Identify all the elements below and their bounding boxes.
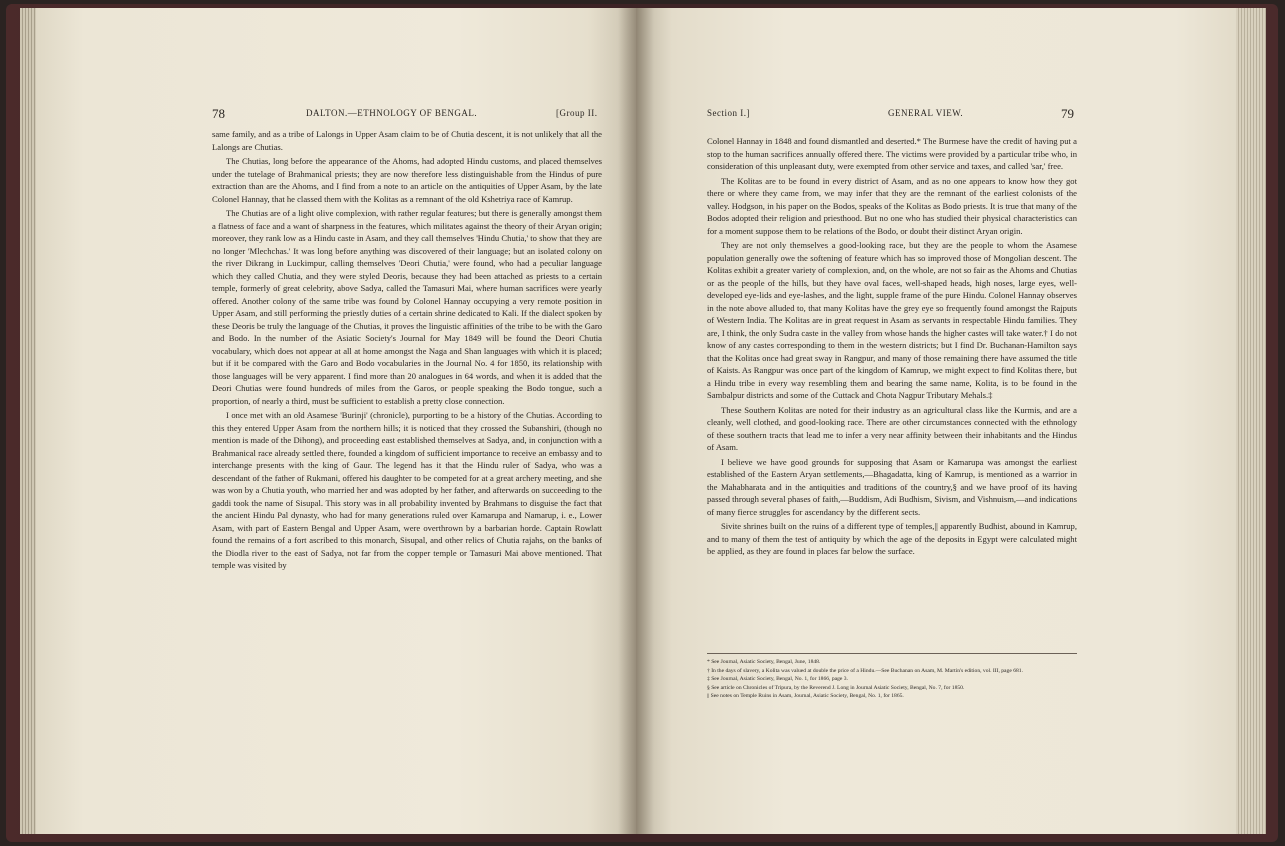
right-body-text <box>707 135 1077 649</box>
left-page <box>36 8 636 834</box>
footnote-rule <box>707 653 1077 654</box>
paragraph: The Chutias, long before the appearance of the Ahoms, had adopted Hindu customs, and placed themselves under the tutelage of Brahmanical priests; they are now therefore less distinguishable from the Hindus of pure extraction than are the Ahoms, and I find from a note to an article on the antiquities of Upper Asam, by the late Colonel Hannay, that he classed them with the Kolitas as a remnant of the old Kshetriya race of Kamrup. <box>212 156 602 204</box>
right-running-title: GENERAL VIEW. <box>888 108 964 118</box>
left-page-number: 78 <box>212 106 225 121</box>
paragraph: same family, and as a tribe of Lalongs in Upper Asam claim to be of Chutia descent, it is not unlikely that all the Lalongs are Chutias. <box>212 129 602 152</box>
footnote: ‡ See Journal, Asiatic Society, Bengal, No. 1, for 1866, page 3. <box>707 676 849 682</box>
paragraph: Sivite shrines built on the ruins of a different type of temples,|| apparently Budhist, abound in Kamrup, and to many of them the test of antiquity by which the age of the deposits in Egypt were calculated might be applied, as they are found in places far below the surface. <box>707 521 1077 556</box>
footnote: || See notes on Temple Ruins in Asam, Journal, Asiatic Society, Bengal, No. 1, for 1865. <box>707 693 904 699</box>
page-edges-left <box>20 8 36 834</box>
footnotes <box>707 658 1077 701</box>
paragraph: These Southern Kolitas are noted for their industry as an agricultural class like the Kurmis, and are a cleanly, well clothed, and good-looking race. There are other circumstances connected with the ethnology of these southern tracts that lead me to infer a very near affinity between their inhabitants and the Hindus of Asam. <box>707 404 1077 452</box>
paragraph: Colonel Hannay in 1848 and found dismantled and deserted.* The Burmese have the credit of having put a stop to the human sacrifices annually offered there. The victims were provided by a particular tribe who, in consideration of this unpleasant duty, were exempted from other service and taxes, and called 'sar,' free. <box>707 136 1077 171</box>
left-group-label: [Group II. <box>556 108 598 118</box>
right-page <box>636 8 1236 834</box>
paragraph: They are not only themselves a good-looking race, but they are the people to whom the Asamese population generally owe the softening of feature which has so improved those of Mongolian descent. The Kolitas exhibit a greater variety of complexion, and, on the whole, are not so fair as the Ahoms and Chutias or as the people of the hills, but they have oval faces, well-shaped heads, high noses, large eyes, well-developed eye-lids and eye-lashes, and the light, supple frame of the pure Hindu. Colonel Hannay observes in the note above alluded to, that many Kolitas have the grey eye so frequently found amongst the Rajputs of Western India. The Kolitas are in great request in Asam as servants in respectable Hindu families. They are, I think, the only Sudra caste in the valley from whose hands the higher castes will take water.† I do not know of any castes corresponding to them in the western districts; but I find Dr. Buchanan-Hamilton says that the Kolitas once had great sway in Rangpur, and many of those remaining there have assumed the title of Kaists. As Rangpur was once part of the kingdom of Kamrup, we might expect to find Kolitas there, but a Hindu tribe in every way resembling them and bearing the same name, Kolita, is to be found in the Sambalpur districts and some of the Cuttack and Chota Nagpur Tributary Mehals.‡ <box>707 240 1077 400</box>
paragraph: The Chutias are of a light olive complexion, with rather regular features; but there is generally amongst them a flatness of face and a want of sharpness in the features, which militates against the theory of their Aryan origin; moreover, they rank low as a Hindu caste in Asam, and they call themselves 'Hindu Chutia,' to show that they are no longer 'Mlechchas.' It was long before anything was discovered of their language; but an isolated colony on the river Dikrang in Luckimpur, calling themselves 'Deori Chutia,' were found, who had a peculiar language which they called Chutia, and they were styled Deoris, because they had been attached as priests to a certain temple, formerly of great celebrity, above Sadya, called the Tamasuri Mai, where human sacrifices were yearly offered. Another colony of the same tribe was found by Colonel Hannay occupying a very remote position in Upper Asam, and still performing the priestly duties of a certain shrine dedicated to Kali. If the dialect spoken by these Deoris be truly the language of the Chutias, it proves the linguistic affinities of the tribe to be with the Garo and Bodo. In the number of the Asiatic Society's Journal for May 1849 will be found the Deori Chutia vocabulary, which does not appear at all at home amongst the Naga and Shan languages with which it is placed; but if it be compared with the Garo and Bodo vocabularies in the Journal No. 4 for 1850, its relationship with those languages will be very apparent. I find more than 20 analogues in 64 words, and when it is added that the Deori Chutias were found hundreds of miles from the Garos, or people speaking the Bodo tongue, such a proportion, of nearly a third, must be sufficient to establish a pretty close connection. <box>212 208 602 406</box>
footnote: † In the days of slavery, a Kolita was valued at double the price of a Hindu.—See Buchanan on Asam, M. Martin's edition, vol. III, page 681. <box>707 667 1023 674</box>
paragraph: I believe we have good grounds for supposing that Asam or Kamarupa was amongst the earliest established of the Eastern Aryan settlements,—Bhagadatta, king of Kamrup, is mentioned as a warrior in the Mahabharata and in the antiquities and traditions of the country,§ and we have proof of its having passed through several phases of faith,—Buddism, Adi Budhism, Sivism, and Vishnuism,—and indications of many fierce struggles for ascendancy by the different sects. <box>707 456 1077 517</box>
right-page-number: 79 <box>1061 106 1074 121</box>
page-edges-right <box>1236 8 1266 834</box>
left-body-text <box>212 128 602 833</box>
right-section-label: Section I.] <box>707 108 750 118</box>
footnote: § See article on Chronicles of Tripura, by the Reverend J. Long in Journal Asiatic Society, Bengal, No. 7, for 1850. <box>707 684 965 691</box>
book-gutter <box>618 8 654 834</box>
paragraph: The Kolitas are to be found in every district of Asam, and as no one appears to know how they got there or where they came from, we may infer that they are the remnant of the earliest colonists of the valley. Hodgson, in his paper on the Bodos, speaks of the Kolitas as Bodo priests. It is true that many of the Bodos adopted their religion and priesthood. But no one who has studied their physical characteristics can for a moment suppose them to be relations of the Bodo, or doubt their distinct Aryan origin. <box>707 175 1077 236</box>
paragraph: I once met with an old Asamese 'Burinji' (chronicle), purporting to be a history of the Chutias. According to this they entered Upper Asam from the northern hills; it is noticed that they crossed the Subanshiri, (though no mention is made of the Dihong), and proceeding east established themselves at Sadya, and, in conjunction with a Brahmanical race already settled there, founded a kingdom of sufficient importance to receive an embassy and to interchange presents with the king of Gaur. The legend has it that the Hindu ruler of Sadya, who was a descendant of the father of Rukmani, offered his daughter to be competed for at a great archery meeting, and she was won by a Chutia youth, who married her and was adopted by her father, and afterwards on succeeding to the gaddi took the name of Sisupal. This story was in all probability invented by Brahmans to disguise the fact that the ancient Hindu Pal dynasty, who had for many generations ruled over Kamarupa and Namarup, i. e., Lower Asam, with part of Eastern Bengal and Upper Asam, were overthrown by a barbarian horde. Captain Rowlatt found the remains of a fort ascribed to this monarch, Sisupal, and other relics of Chutia rajahs, on the banks of the Diodla river to the east of Sadya, not far from the copper temple or Tamasuri Mai above mentioned. That temple was visited by <box>212 410 602 570</box>
footnote: * See Journal, Asiatic Society, Bengal, June, 1848. <box>707 659 821 665</box>
left-running-title: DALTON.—ETHNOLOGY OF BENGAL. <box>306 108 478 118</box>
